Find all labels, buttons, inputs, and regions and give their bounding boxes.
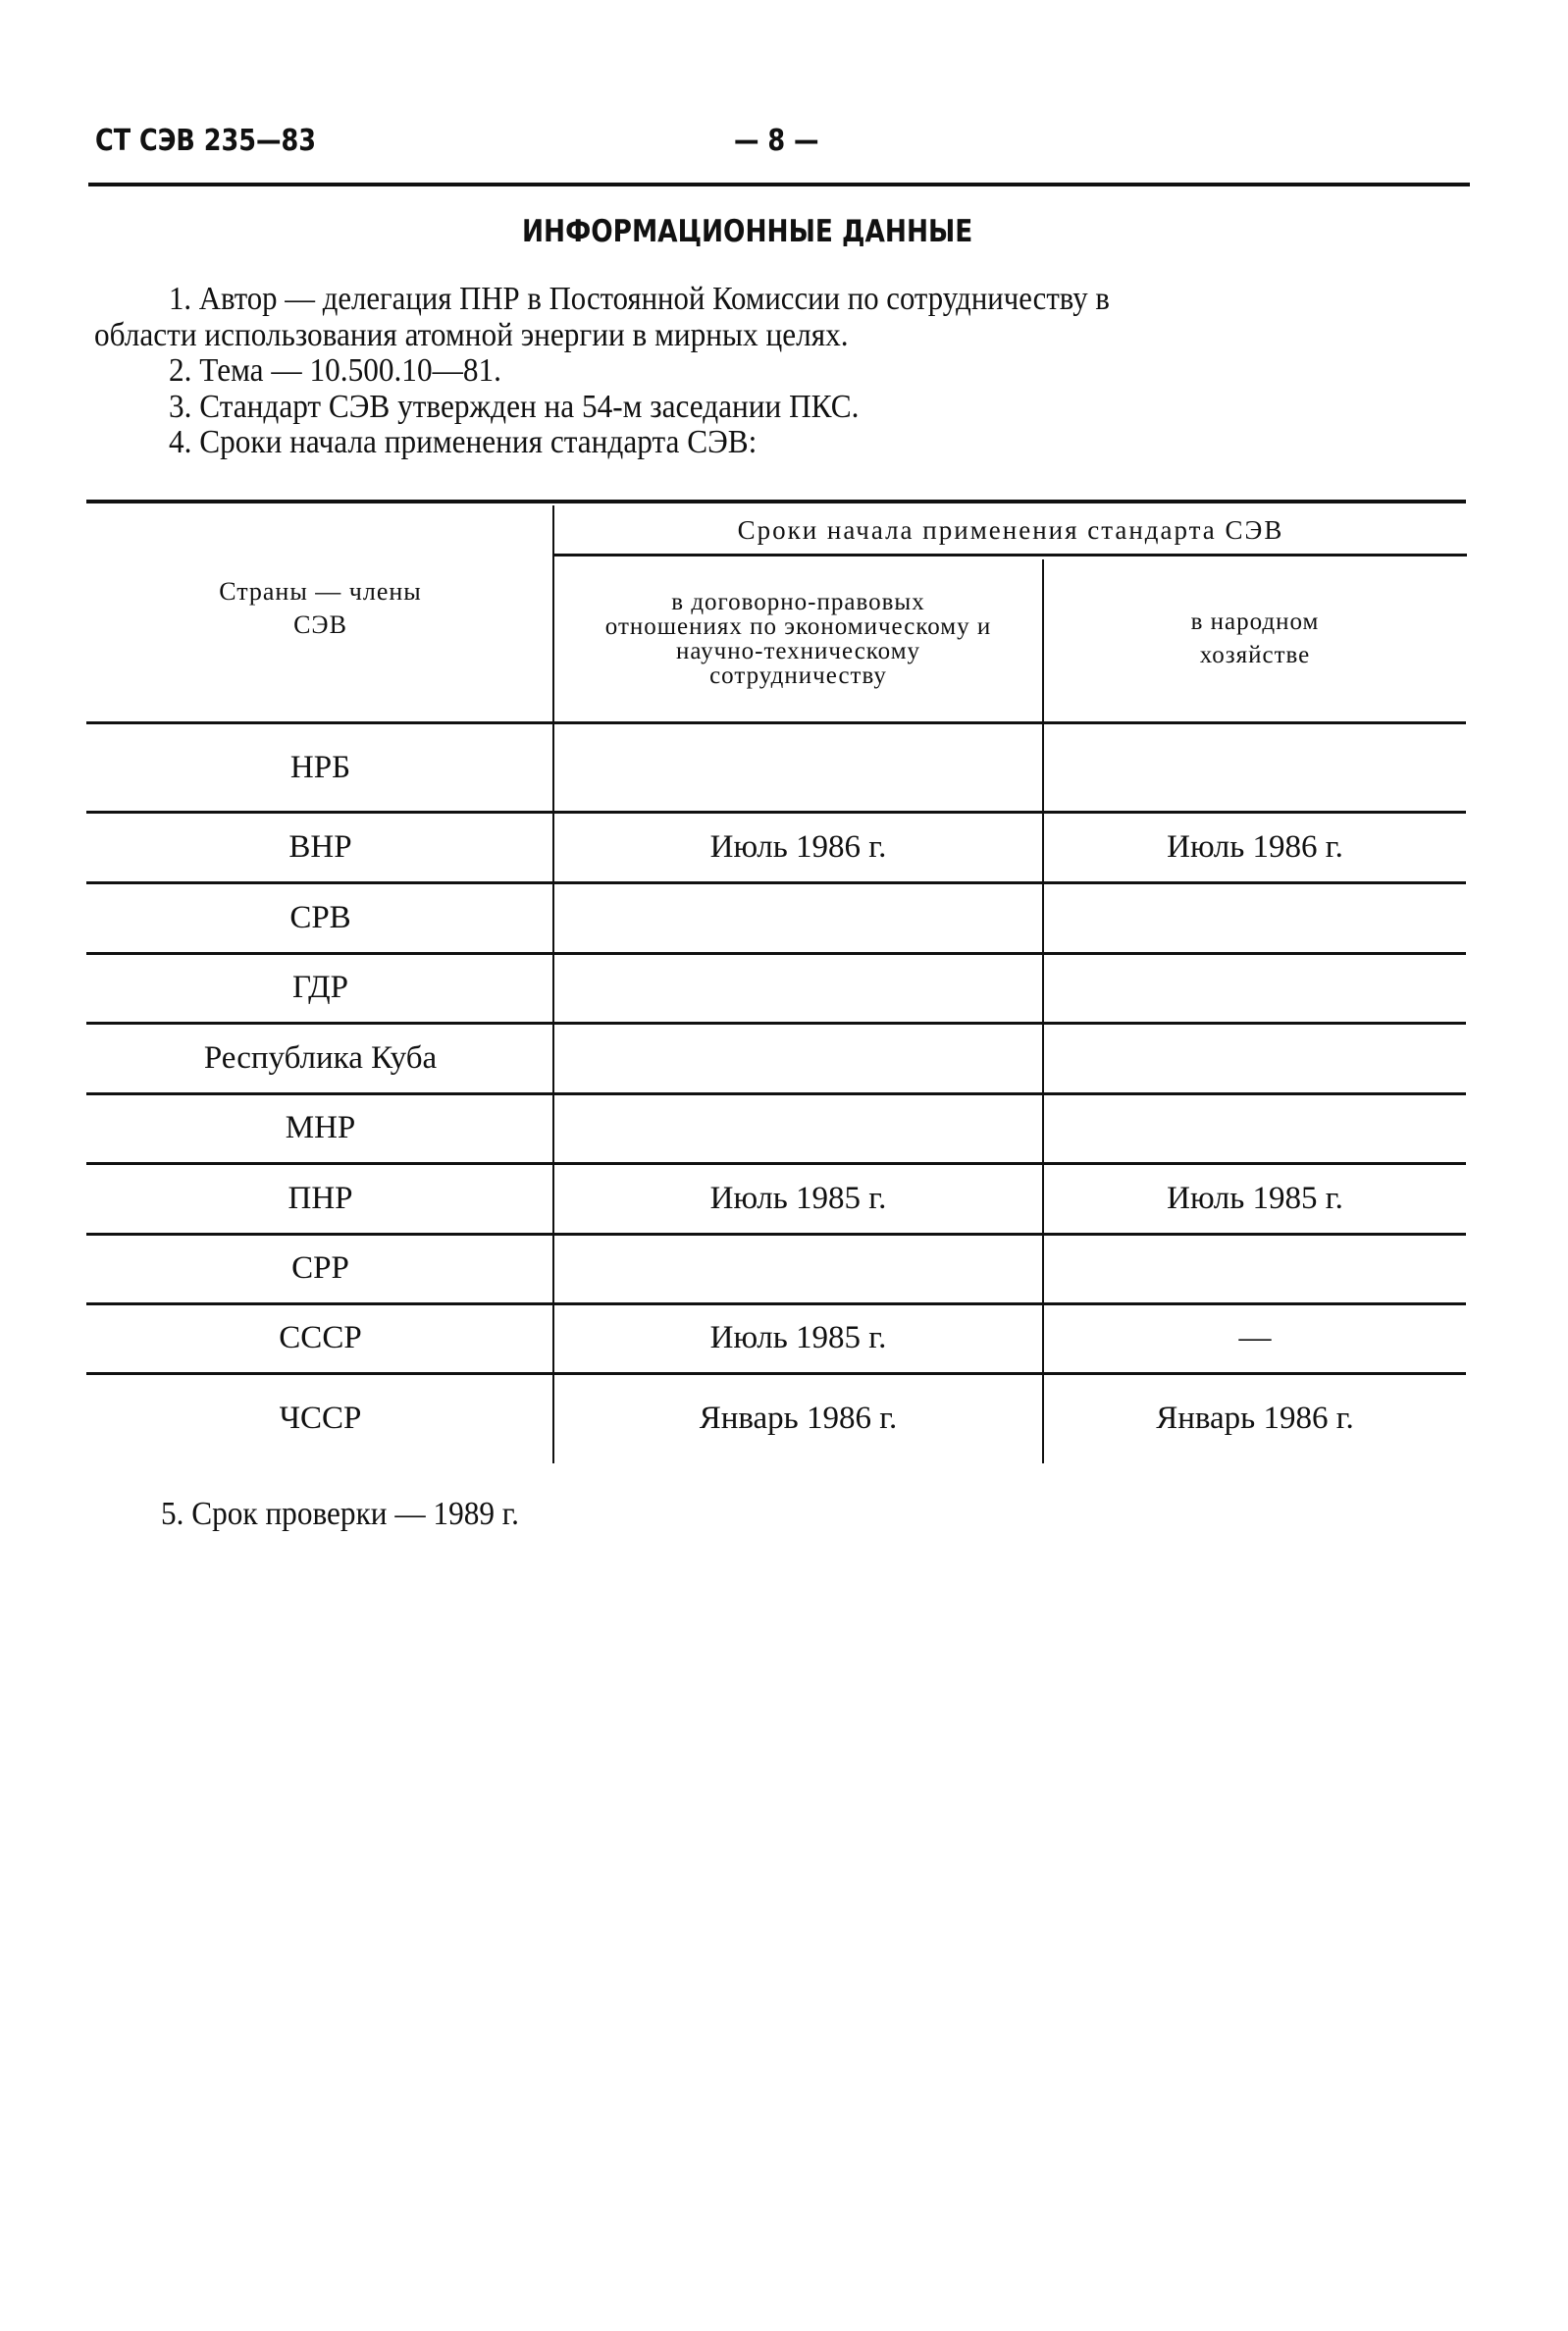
table-cell-economy <box>1044 1234 1466 1303</box>
table-cell-economy: Июль 1985 г. <box>1167 1180 1343 1216</box>
table-cell-economy <box>1044 882 1466 953</box>
table-cell-country: ГДР <box>291 970 349 1005</box>
table-cell-contract: Январь 1986 г. <box>699 1400 898 1436</box>
table-cell-economy <box>1044 1093 1466 1163</box>
table-cell-contract <box>554 882 1042 953</box>
table-cell-economy: Июль 1986 г. <box>1167 828 1343 865</box>
page-number: — 8 — <box>734 124 819 158</box>
table-cell-country: ПНР <box>287 1180 353 1216</box>
table-cell-contract: Июль 1985 г. <box>709 1320 887 1355</box>
table-cell-country: Республика Куба <box>203 1039 438 1076</box>
header-rule <box>88 183 1470 186</box>
table-cell-economy: — <box>1238 1320 1272 1355</box>
column-header-contract: в договорно-правовых отношениях по экономическому и научно-техническому сотрудничеству <box>604 589 992 689</box>
table-cell-country: МНР <box>285 1110 356 1145</box>
item-1-line1: 1. Автор — делегация ПНР в Постоянной Комиссии по сотрудничеству в <box>169 281 1110 317</box>
table-cell-economy <box>1044 1023 1466 1093</box>
table-cell-contract: Июль 1986 г. <box>709 828 887 865</box>
table-cell-contract <box>554 1023 1042 1093</box>
table-cell-contract: Июль 1985 г. <box>709 1180 887 1216</box>
section-title: ИНФОРМАЦИОННЫЕ ДАННЫЕ <box>522 214 973 249</box>
table-cell-country: СРВ <box>289 899 351 935</box>
item-5: 5. Срок проверки — 1989 г. <box>161 1496 519 1532</box>
table-cell-country: ВНР <box>288 828 352 865</box>
table-cell-economy <box>1044 953 1466 1023</box>
column-header-economy: в народном хозяйстве <box>1190 609 1320 668</box>
column-group-header: Сроки начала применения стандарта СЭВ <box>737 514 1284 545</box>
column-header-country: Страны — члены СЭВ <box>219 577 422 639</box>
table-cell-contract <box>554 1093 1042 1163</box>
table-cell-economy <box>1044 724 1466 812</box>
document-code: СТ СЭВ 235—83 <box>95 124 316 158</box>
table-cell-country: СССР <box>279 1320 362 1355</box>
item-3: 3. Стандарт СЭВ утвержден на 54-м заседании ПКС. <box>169 389 860 425</box>
table-cell-country: НРБ <box>289 750 351 785</box>
table-cell-contract <box>554 953 1042 1023</box>
item-4: 4. Сроки начала применения стандарта СЭВ: <box>169 424 758 460</box>
table-top-rule <box>86 500 1466 503</box>
table-cell-contract <box>554 724 1042 812</box>
table-cell-country: ЧССР <box>279 1400 362 1436</box>
item-1-line2: области использования атомной энергии в мирных целях. <box>94 317 849 353</box>
table-cell-economy: Январь 1986 г. <box>1156 1400 1354 1436</box>
item-2: 2. Тема — 10.500.10—81. <box>169 352 501 389</box>
table-cell-contract <box>554 1234 1042 1303</box>
table-cell-country: СРР <box>291 1250 349 1286</box>
